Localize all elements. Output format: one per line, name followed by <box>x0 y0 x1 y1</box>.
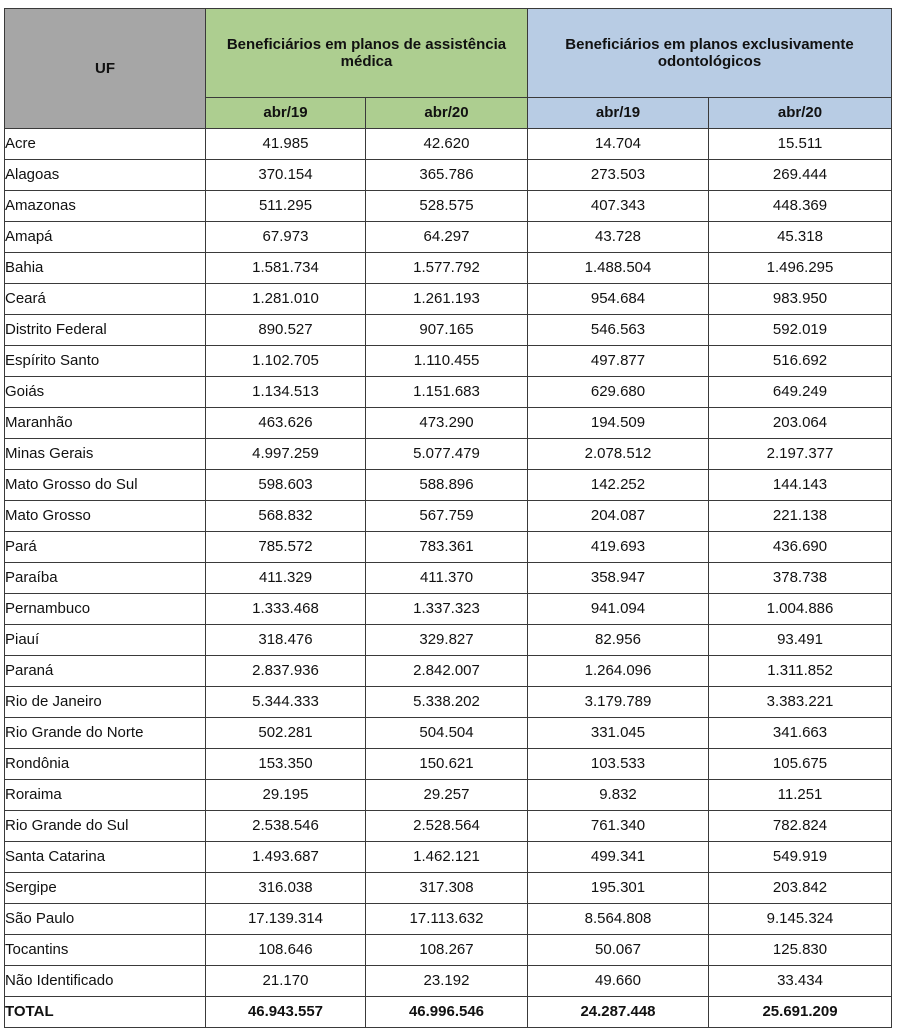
cell-dental-abr19: 103.533 <box>528 749 709 780</box>
table-row <box>5 501 892 532</box>
table-row <box>5 904 892 935</box>
cell-medical-abr19: 1.333.468 <box>206 594 366 625</box>
cell-medical-abr20: 1.337.323 <box>366 594 528 625</box>
cell-dental-abr19: 761.340 <box>528 811 709 842</box>
cell-total-label: TOTAL <box>5 997 206 1028</box>
table-row <box>5 408 892 439</box>
beneficiaries-table <box>4 8 892 1028</box>
cell-dental-abr19: 204.087 <box>528 501 709 532</box>
cell-medical-abr19: 370.154 <box>206 160 366 191</box>
cell-medical-abr19: 463.626 <box>206 408 366 439</box>
cell-dental-abr19: 195.301 <box>528 873 709 904</box>
cell-dental-abr19: 499.341 <box>528 842 709 873</box>
cell-dental-abr20: 125.830 <box>709 935 892 966</box>
cell-dental-abr19: 497.877 <box>528 346 709 377</box>
cell-medical-abr20: 588.896 <box>366 470 528 501</box>
cell-dental-abr19: 954.684 <box>528 284 709 315</box>
cell-medical-abr19: 1.493.687 <box>206 842 366 873</box>
table-row <box>5 718 892 749</box>
table-row <box>5 935 892 966</box>
cell-dental-abr19: 194.509 <box>528 408 709 439</box>
cell-medical-abr20: 907.165 <box>366 315 528 346</box>
table-row <box>5 873 892 904</box>
cell-uf: Amapá <box>5 222 206 253</box>
cell-dental-abr20: 9.145.324 <box>709 904 892 935</box>
cell-medical-abr19: 411.329 <box>206 563 366 594</box>
cell-medical-abr19: 67.973 <box>206 222 366 253</box>
table-row <box>5 284 892 315</box>
cell-total-medical-abr20: 46.996.546 <box>366 997 528 1028</box>
column-header-uf: UF <box>5 9 206 129</box>
cell-uf: Amazonas <box>5 191 206 222</box>
cell-total-medical-abr19: 46.943.557 <box>206 997 366 1028</box>
cell-dental-abr19: 546.563 <box>528 315 709 346</box>
cell-medical-abr20: 17.113.632 <box>366 904 528 935</box>
cell-dental-abr20: 549.919 <box>709 842 892 873</box>
cell-dental-abr19: 273.503 <box>528 160 709 191</box>
cell-uf: Mato Grosso <box>5 501 206 532</box>
cell-uf: Espírito Santo <box>5 346 206 377</box>
table-row <box>5 160 892 191</box>
table-row <box>5 842 892 873</box>
table-row <box>5 625 892 656</box>
cell-dental-abr19: 14.704 <box>528 129 709 160</box>
header-row-groups <box>5 9 892 98</box>
cell-medical-abr20: 2.528.564 <box>366 811 528 842</box>
cell-medical-abr20: 5.338.202 <box>366 687 528 718</box>
table-header <box>5 9 892 129</box>
cell-dental-abr20: 448.369 <box>709 191 892 222</box>
table-row <box>5 780 892 811</box>
cell-dental-abr20: 1.496.295 <box>709 253 892 284</box>
cell-dental-abr20: 33.434 <box>709 966 892 997</box>
cell-medical-abr20: 23.192 <box>366 966 528 997</box>
cell-dental-abr19: 82.956 <box>528 625 709 656</box>
cell-dental-abr20: 203.842 <box>709 873 892 904</box>
column-header-medical-abr19: abr/19 <box>206 98 366 129</box>
cell-dental-abr19: 629.680 <box>528 377 709 408</box>
cell-dental-abr20: 1.004.886 <box>709 594 892 625</box>
cell-uf: Rio Grande do Sul <box>5 811 206 842</box>
cell-uf: Pernambuco <box>5 594 206 625</box>
cell-medical-abr19: 316.038 <box>206 873 366 904</box>
cell-dental-abr20: 1.311.852 <box>709 656 892 687</box>
cell-uf: Alagoas <box>5 160 206 191</box>
cell-dental-abr20: 516.692 <box>709 346 892 377</box>
cell-uf: São Paulo <box>5 904 206 935</box>
table-row <box>5 532 892 563</box>
cell-dental-abr20: 378.738 <box>709 563 892 594</box>
cell-medical-abr19: 318.476 <box>206 625 366 656</box>
cell-dental-abr20: 649.249 <box>709 377 892 408</box>
table-row <box>5 594 892 625</box>
cell-dental-abr20: 341.663 <box>709 718 892 749</box>
cell-medical-abr20: 317.308 <box>366 873 528 904</box>
cell-uf: Ceará <box>5 284 206 315</box>
cell-medical-abr20: 528.575 <box>366 191 528 222</box>
cell-uf: Rio Grande do Norte <box>5 718 206 749</box>
cell-medical-abr20: 473.290 <box>366 408 528 439</box>
cell-uf: Mato Grosso do Sul <box>5 470 206 501</box>
table-row <box>5 222 892 253</box>
table-body <box>5 129 892 1028</box>
group-header-medical: Beneficiários em planos de assistência médica <box>206 9 528 98</box>
cell-total-dental-abr19: 24.287.448 <box>528 997 709 1028</box>
cell-dental-abr20: 436.690 <box>709 532 892 563</box>
table-row <box>5 811 892 842</box>
column-header-dental-abr20: abr/20 <box>709 98 892 129</box>
cell-medical-abr20: 150.621 <box>366 749 528 780</box>
cell-dental-abr20: 105.675 <box>709 749 892 780</box>
cell-medical-abr19: 511.295 <box>206 191 366 222</box>
cell-medical-abr19: 153.350 <box>206 749 366 780</box>
cell-dental-abr20: 203.064 <box>709 408 892 439</box>
cell-dental-abr20: 983.950 <box>709 284 892 315</box>
cell-dental-abr19: 331.045 <box>528 718 709 749</box>
cell-uf: Paraná <box>5 656 206 687</box>
cell-uf: Santa Catarina <box>5 842 206 873</box>
cell-uf: Paraíba <box>5 563 206 594</box>
cell-uf: Rondônia <box>5 749 206 780</box>
cell-medical-abr20: 1.110.455 <box>366 346 528 377</box>
cell-medical-abr19: 29.195 <box>206 780 366 811</box>
cell-dental-abr20: 93.491 <box>709 625 892 656</box>
cell-dental-abr19: 9.832 <box>528 780 709 811</box>
cell-uf: Piauí <box>5 625 206 656</box>
cell-uf: Maranhão <box>5 408 206 439</box>
cell-uf: Não Identificado <box>5 966 206 997</box>
cell-medical-abr20: 365.786 <box>366 160 528 191</box>
cell-dental-abr19: 50.067 <box>528 935 709 966</box>
cell-medical-abr20: 5.077.479 <box>366 439 528 470</box>
cell-medical-abr19: 2.538.546 <box>206 811 366 842</box>
cell-medical-abr20: 567.759 <box>366 501 528 532</box>
cell-dental-abr20: 269.444 <box>709 160 892 191</box>
cell-medical-abr20: 1.462.121 <box>366 842 528 873</box>
cell-dental-abr19: 419.693 <box>528 532 709 563</box>
cell-dental-abr19: 8.564.808 <box>528 904 709 935</box>
cell-medical-abr19: 4.997.259 <box>206 439 366 470</box>
column-header-dental-abr19: abr/19 <box>528 98 709 129</box>
cell-dental-abr20: 592.019 <box>709 315 892 346</box>
cell-medical-abr19: 108.646 <box>206 935 366 966</box>
group-header-dental: Beneficiários em planos exclusivamente odontológicos <box>528 9 892 98</box>
cell-medical-abr20: 29.257 <box>366 780 528 811</box>
table-row <box>5 253 892 284</box>
cell-medical-abr20: 329.827 <box>366 625 528 656</box>
cell-medical-abr20: 504.504 <box>366 718 528 749</box>
table-row <box>5 966 892 997</box>
cell-medical-abr19: 598.603 <box>206 470 366 501</box>
cell-dental-abr20: 2.197.377 <box>709 439 892 470</box>
cell-uf: Minas Gerais <box>5 439 206 470</box>
table-row <box>5 470 892 501</box>
cell-dental-abr20: 782.824 <box>709 811 892 842</box>
cell-medical-abr20: 411.370 <box>366 563 528 594</box>
cell-medical-abr20: 1.151.683 <box>366 377 528 408</box>
cell-medical-abr19: 1.581.734 <box>206 253 366 284</box>
cell-uf: Goiás <box>5 377 206 408</box>
cell-dental-abr19: 2.078.512 <box>528 439 709 470</box>
cell-medical-abr20: 42.620 <box>366 129 528 160</box>
cell-uf: Pará <box>5 532 206 563</box>
column-header-medical-abr20: abr/20 <box>366 98 528 129</box>
table-row <box>5 315 892 346</box>
cell-medical-abr19: 785.572 <box>206 532 366 563</box>
cell-dental-abr19: 49.660 <box>528 966 709 997</box>
cell-medical-abr19: 2.837.936 <box>206 656 366 687</box>
cell-total-dental-abr20: 25.691.209 <box>709 997 892 1028</box>
table-row <box>5 377 892 408</box>
cell-uf: Tocantins <box>5 935 206 966</box>
cell-dental-abr19: 941.094 <box>528 594 709 625</box>
table-row <box>5 656 892 687</box>
cell-medical-abr19: 41.985 <box>206 129 366 160</box>
cell-medical-abr19: 502.281 <box>206 718 366 749</box>
table-row <box>5 191 892 222</box>
cell-medical-abr19: 1.102.705 <box>206 346 366 377</box>
table-row <box>5 563 892 594</box>
cell-medical-abr19: 1.134.513 <box>206 377 366 408</box>
cell-uf: Acre <box>5 129 206 160</box>
table-row <box>5 749 892 780</box>
cell-medical-abr20: 64.297 <box>366 222 528 253</box>
cell-medical-abr19: 890.527 <box>206 315 366 346</box>
cell-dental-abr20: 45.318 <box>709 222 892 253</box>
cell-medical-abr20: 1.577.792 <box>366 253 528 284</box>
cell-medical-abr20: 1.261.193 <box>366 284 528 315</box>
cell-uf: Roraima <box>5 780 206 811</box>
cell-dental-abr19: 3.179.789 <box>528 687 709 718</box>
cell-dental-abr19: 1.488.504 <box>528 253 709 284</box>
cell-medical-abr19: 17.139.314 <box>206 904 366 935</box>
cell-dental-abr19: 142.252 <box>528 470 709 501</box>
cell-dental-abr20: 144.143 <box>709 470 892 501</box>
cell-dental-abr19: 407.343 <box>528 191 709 222</box>
table-row <box>5 129 892 160</box>
cell-medical-abr20: 783.361 <box>366 532 528 563</box>
beneficiaries-table-container <box>4 8 891 1028</box>
cell-dental-abr19: 1.264.096 <box>528 656 709 687</box>
table-row <box>5 439 892 470</box>
cell-uf: Rio de Janeiro <box>5 687 206 718</box>
cell-medical-abr20: 2.842.007 <box>366 656 528 687</box>
cell-medical-abr20: 108.267 <box>366 935 528 966</box>
cell-dental-abr20: 15.511 <box>709 129 892 160</box>
cell-medical-abr19: 21.170 <box>206 966 366 997</box>
cell-uf: Distrito Federal <box>5 315 206 346</box>
cell-dental-abr19: 43.728 <box>528 222 709 253</box>
table-row <box>5 346 892 377</box>
cell-dental-abr20: 221.138 <box>709 501 892 532</box>
cell-uf: Sergipe <box>5 873 206 904</box>
table-row <box>5 687 892 718</box>
cell-uf: Bahia <box>5 253 206 284</box>
cell-dental-abr20: 3.383.221 <box>709 687 892 718</box>
cell-medical-abr19: 568.832 <box>206 501 366 532</box>
cell-dental-abr19: 358.947 <box>528 563 709 594</box>
cell-medical-abr19: 5.344.333 <box>206 687 366 718</box>
cell-medical-abr19: 1.281.010 <box>206 284 366 315</box>
cell-dental-abr20: 11.251 <box>709 780 892 811</box>
